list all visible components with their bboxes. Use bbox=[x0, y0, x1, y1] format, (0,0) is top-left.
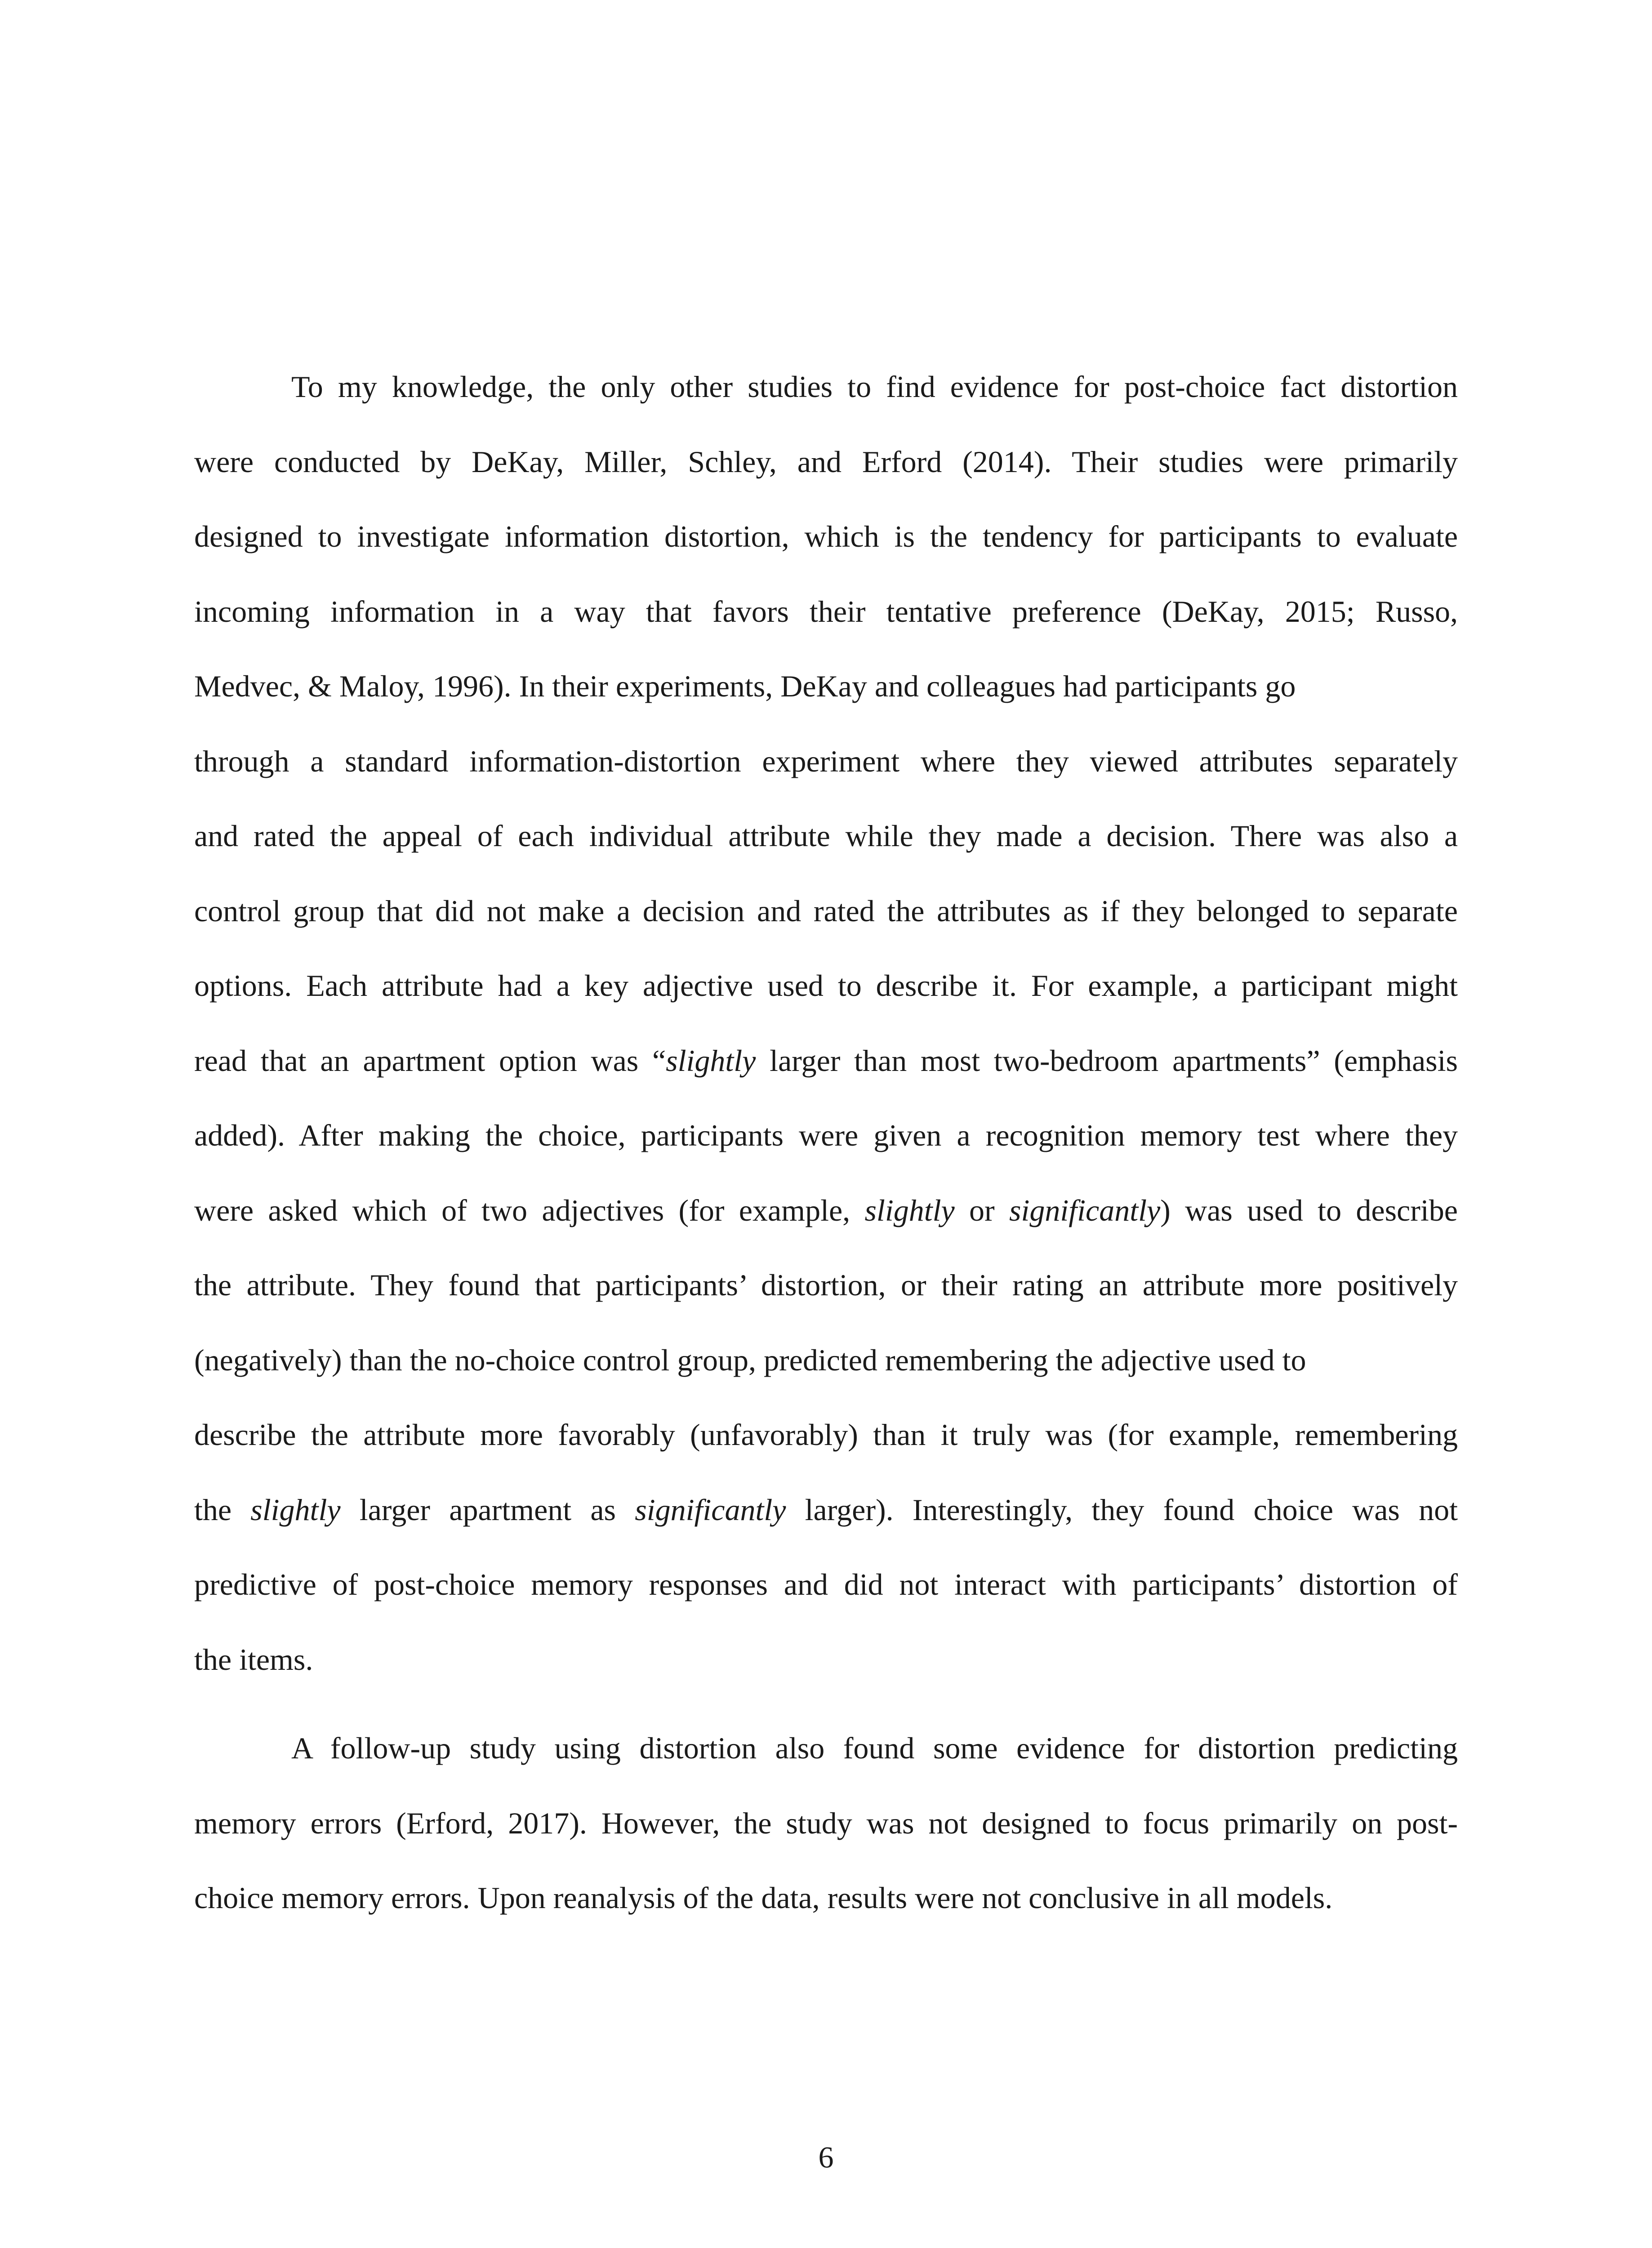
text-run: predictive of post-choice memory responses and did not interact with participants’ distortion of bbox=[194, 1567, 1458, 1601]
text-line bbox=[194, 1192, 1458, 1228]
text-run: ) was used to describe bbox=[1160, 1193, 1458, 1227]
italic-text: significantly bbox=[635, 1492, 786, 1527]
text-line bbox=[194, 1492, 1458, 1528]
text-run: A follow-up study using distortion also found some evidence for distortion predicting bbox=[291, 1731, 1458, 1765]
text-run: options. Each attribute had a key adjective used to describe it. For example, a participant might bbox=[194, 968, 1458, 1003]
italic-text: slightly bbox=[666, 1043, 756, 1078]
text-run: To my knowledge, the only other studies to find evidence for post-choice fact distortion bbox=[291, 370, 1458, 404]
text-line bbox=[194, 818, 1458, 854]
text-run: through a standard information-distortion experiment where they viewed attributes separately bbox=[194, 744, 1458, 778]
text-run: and rated the appeal of each individual attribute while they made a decision. There was also a bbox=[194, 819, 1458, 853]
text-run: larger than most two-bedroom apartments” (emphasis bbox=[756, 1043, 1458, 1078]
text-line bbox=[194, 1566, 1458, 1602]
text-run: describe the attribute more favorably (unfavorably) than it truly was (for example, remembering bbox=[194, 1418, 1458, 1452]
text-line bbox=[194, 1805, 1458, 1841]
text-line bbox=[194, 1880, 1332, 1916]
text-line bbox=[194, 1417, 1458, 1453]
text-line bbox=[194, 518, 1458, 554]
text-run: the items. bbox=[194, 1642, 313, 1677]
text-run: Medvec, & Maloy, 1996). In their experiments, DeKay and colleagues had participants go bbox=[194, 669, 1296, 703]
text-run: larger). Interestingly, they found choice was not bbox=[786, 1492, 1458, 1527]
text-run: choice memory errors. Upon reanalysis of the data, results were not conclusive in all models. bbox=[194, 1881, 1333, 1915]
text-run: (negatively) than the no-choice control group, predicted remembering the adjective used to bbox=[194, 1343, 1306, 1377]
text-run: or bbox=[954, 1193, 1009, 1227]
text-line bbox=[194, 668, 1296, 704]
text-line bbox=[194, 1267, 1458, 1303]
text-run: read that an apartment option was “ bbox=[194, 1043, 666, 1078]
text-line bbox=[291, 1730, 1458, 1766]
text-line bbox=[194, 1117, 1458, 1153]
italic-text: significantly bbox=[1009, 1193, 1161, 1227]
text-line bbox=[194, 1641, 313, 1677]
italic-text: slightly bbox=[250, 1492, 341, 1527]
text-line bbox=[194, 893, 1458, 929]
page-number: 6 bbox=[818, 2140, 834, 2174]
text-run: incoming information in a way that favors their tentative preference (DeKay, 2015; Russo, bbox=[194, 594, 1458, 629]
text-run: were asked which of two adjectives (for example, bbox=[194, 1193, 865, 1227]
text-run: larger apartment as bbox=[340, 1492, 635, 1527]
text-run: designed to investigate information distortion, which is the tendency for participants to evaluate bbox=[194, 519, 1458, 553]
text-line bbox=[291, 369, 1458, 405]
italic-text: slightly bbox=[864, 1193, 955, 1227]
text-run: control group that did not make a decision and rated the attributes as if they belonged to separate bbox=[194, 893, 1458, 928]
text-run: were conducted by DeKay, Miller, Schley, and Erford (2014). Their studies were primarily bbox=[194, 444, 1458, 479]
text-line bbox=[194, 1342, 1306, 1378]
text-run: the bbox=[194, 1492, 251, 1527]
text-line bbox=[194, 593, 1458, 629]
text-line bbox=[194, 444, 1458, 480]
text-run: memory errors (Erford, 2017). However, the study was not designed to focus primarily on post- bbox=[194, 1806, 1458, 1840]
text-line bbox=[194, 743, 1458, 779]
text-line bbox=[194, 1043, 1458, 1079]
text-run: the attribute. They found that participants’ distortion, or their rating an attribute more positively bbox=[194, 1268, 1458, 1302]
text-run: added). After making the choice, participants were given a recognition memory test where they bbox=[194, 1118, 1458, 1152]
text-line bbox=[194, 968, 1458, 1004]
